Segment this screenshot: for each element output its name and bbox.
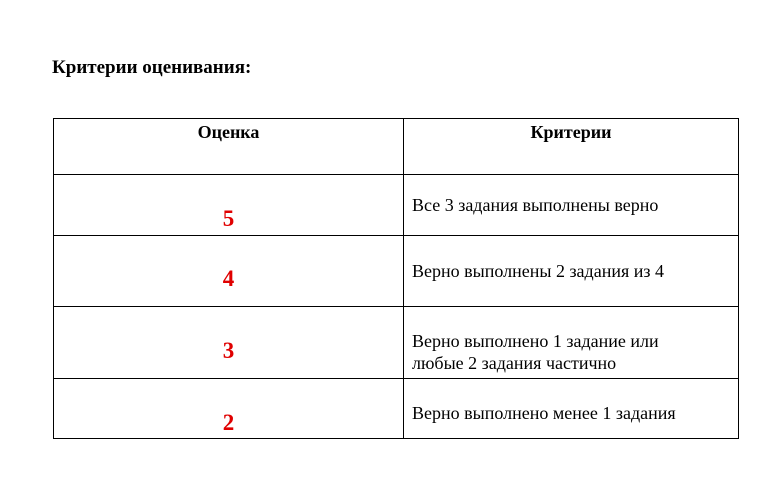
grade-value: 2 [222, 410, 235, 435]
criteria-cell: Верно выполнены 2 задания из 4 [404, 236, 739, 307]
criteria-cell: Верно выполнено менее 1 задания [404, 379, 739, 439]
header-criteria [404, 119, 739, 175]
grade-cell [54, 379, 404, 439]
table-header-row [54, 119, 739, 175]
grade-cell [54, 175, 404, 236]
grade-value: 4 [222, 266, 235, 291]
grade-value: 3 [222, 338, 235, 363]
criteria-cell: Верно выполнено 1 задание или любые 2 задания частично [404, 307, 739, 379]
criteria-cell: Все 3 задания выполнены верно [404, 175, 739, 236]
table-row [54, 307, 739, 379]
page-title: Критерии оценивания: [52, 57, 252, 78]
header-grade [54, 119, 404, 175]
table-row [54, 175, 739, 236]
grade-cell [54, 236, 404, 307]
grading-criteria-table [53, 118, 739, 439]
header-criteria-label: Критерии [530, 122, 612, 142]
header-grade-label: Оценка [197, 122, 260, 142]
grade-cell [54, 307, 404, 379]
table-row [54, 236, 739, 307]
grade-value: 5 [222, 206, 235, 231]
table-row [54, 379, 739, 439]
